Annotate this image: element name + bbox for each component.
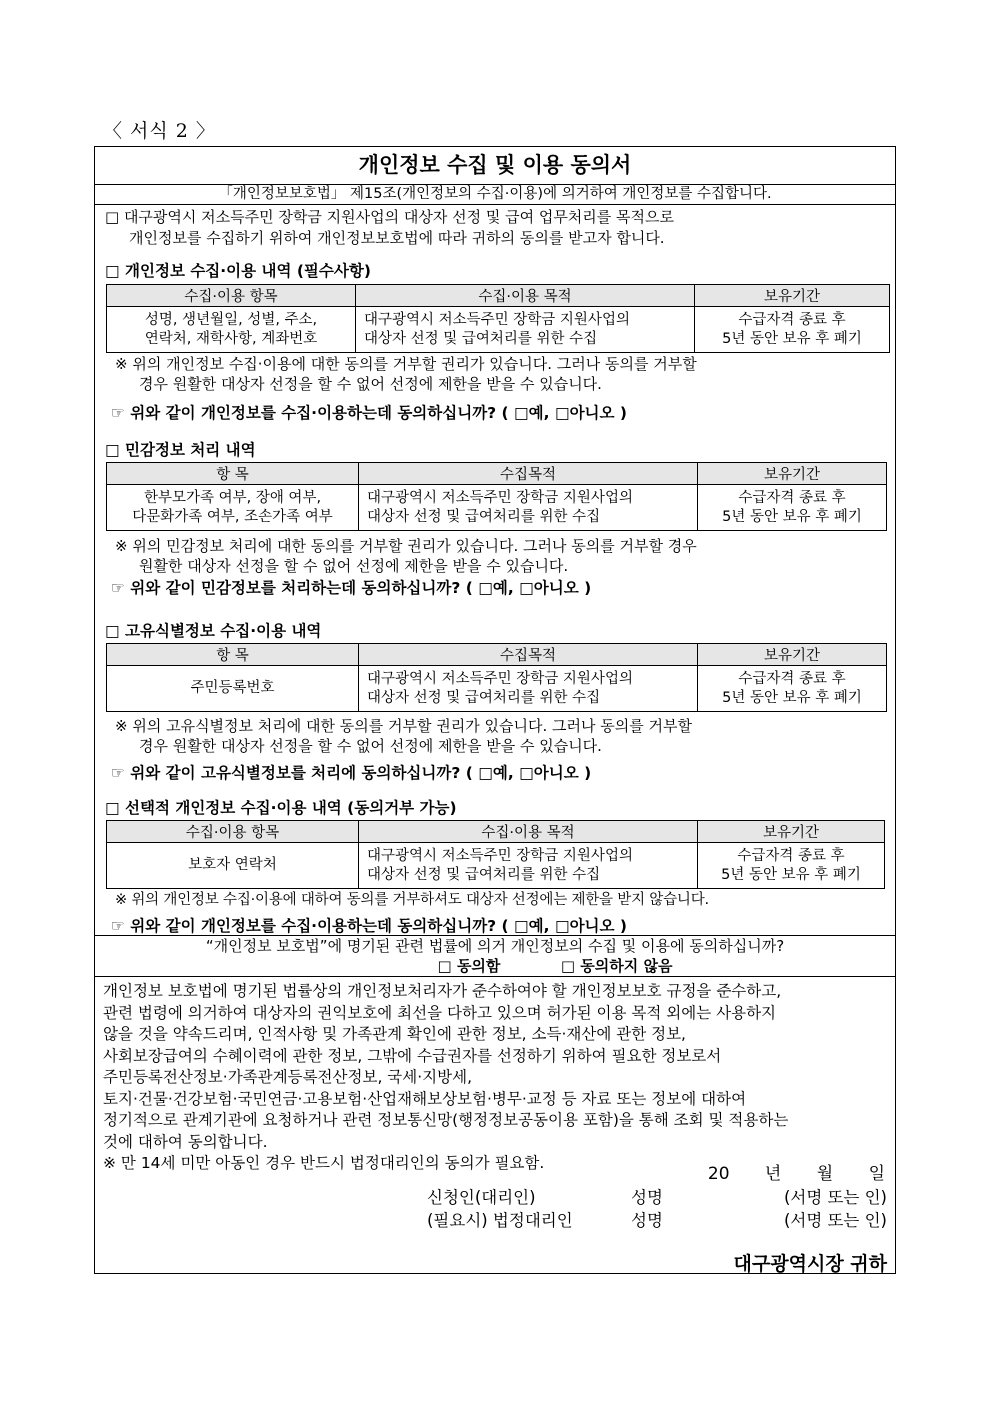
consent-form	[94, 146, 896, 1274]
cell-line: 대상자 선정 및 급여처리를 위한 수집	[367, 866, 601, 883]
agreement-line: 주민등록전산정보·가족관계등록전산정보, 국세·지방세,	[103, 1068, 473, 1086]
column-header: 수집·이용 항목	[107, 285, 356, 307]
signature-date[interactable]: 20 년 월 일	[707, 1164, 885, 1184]
refusal-notice	[115, 354, 887, 394]
column-header: 항 목	[107, 644, 359, 666]
applicant-name-label: 성명	[631, 1188, 663, 1207]
consent-question-optional[interactable]: ☞ 위와 같이 개인정보를 수집·이용하는데 동의하십니까? ( □예, □아니오 )	[111, 917, 627, 935]
cell-line: 다문화가족 여부, 조손가족 여부	[132, 508, 333, 525]
column-header: 수집목적	[359, 644, 698, 666]
section-heading-optional: □ 선택적 개인정보 수집·이용 내역 (동의거부 가능)	[105, 799, 457, 817]
cell-line: 5년 동안 보유 후 폐기	[721, 866, 861, 883]
section-heading-sensitive: □ 민감정보 처리 내역	[105, 441, 256, 459]
overall-consent	[95, 935, 895, 977]
optional-info-table	[106, 820, 885, 889]
guardian-sign-field[interactable]: (서명 또는 인)	[783, 1211, 887, 1230]
refusal-notice	[115, 536, 887, 576]
cell-line: 5년 동안 보유 후 폐기	[722, 689, 862, 706]
note-line: ※ 위의 고유식별정보 처리에 대한 동의를 거부할 권리가 있습니다. 그러나 동의를 거부할	[115, 717, 692, 735]
collected-items: 주민등록번호	[107, 666, 359, 712]
retention-period	[698, 485, 887, 531]
column-header: 보유기간	[698, 821, 885, 843]
note-line: 원활한 대상자 선정을 할 수 없어 선정에 제한을 받을 수 있습니다.	[139, 557, 569, 575]
retention-period	[698, 666, 887, 712]
collection-purpose	[359, 666, 698, 712]
column-header: 수집·이용 목적	[359, 821, 698, 843]
column-header: 수집목적	[359, 463, 698, 485]
cell-line: 수급자격 종료 후	[737, 847, 845, 864]
cell-line: 대상자 선정 및 급여처리를 위한 수집	[364, 330, 598, 347]
intro-line: 개인정보를 수집하기 위하여 개인정보보호법에 따라 귀하의 동의를 받고자 합니다.	[129, 229, 665, 247]
cell-line: 성명, 생년월일, 성별, 주소,	[144, 311, 318, 328]
overall-options	[95, 956, 895, 976]
cell-line: 대구광역시 저소득주민 장학금 지원사업의	[364, 311, 630, 328]
cell-line: 5년 동안 보유 후 폐기	[722, 330, 862, 347]
cell-line: 연락처, 재학사항, 계좌번호	[144, 330, 318, 347]
agreement-line: 정기적으로 관계기관에 요청하거나 관련 정보통신망(행정정보공동이용 포함)을 통해 조회 및 적용하는	[103, 1111, 789, 1129]
cell-line: 수급자격 종료 후	[738, 489, 846, 506]
refusal-notice	[115, 716, 887, 756]
note-line: ※ 위의 민감정보 처리에 대한 동의를 거부할 권리가 있습니다. 그러나 동의를 거부할 경우	[115, 537, 697, 555]
table-row	[107, 666, 887, 712]
collection-purpose	[359, 485, 698, 531]
table-row	[107, 307, 890, 353]
cell-line: 수급자격 종료 후	[738, 311, 846, 328]
agree-checkbox[interactable]: □ 동의함	[437, 957, 501, 975]
consent-question-sensitive[interactable]: ☞ 위와 같이 민감정보를 처리하는데 동의하십니까? ( □예, □아니오 )	[111, 579, 592, 597]
column-header: 수집·이용 목적	[356, 285, 695, 307]
note-line: ※ 위의 개인정보 수집·이용에 대하여 동의를 거부하셔도 대상자 선정에는 제한을 받지 않습니다.	[115, 892, 709, 908]
agreement-text	[103, 981, 885, 1175]
agreement-line: 개인정보 보호법에 명기된 법률상의 개인정보처리자가 준수하여야 할 개인정보보호 규정을 준수하고,	[103, 982, 782, 1000]
collected-items	[107, 485, 359, 531]
consent-question-required[interactable]: ☞ 위와 같이 개인정보를 수집·이용하는데 동의하십니까? ( □예, □아니오 )	[111, 404, 627, 422]
consent-question-unique-id[interactable]: ☞ 위와 같이 고유식별정보를 처리에 동의하십니까? ( □예, □아니오 )	[111, 764, 592, 782]
collected-items: 보호자 연락처	[107, 843, 359, 889]
section-heading-required: □ 개인정보 수집·이용 내역 (필수사항)	[105, 262, 371, 280]
cell-line: 대상자 선정 및 급여처리를 위한 수집	[367, 508, 601, 525]
retention-period	[698, 843, 885, 889]
column-header: 항 목	[107, 463, 359, 485]
guardian-label: (필요시) 법정대리인	[427, 1211, 573, 1230]
form-number-label: 〈 서식 2 〉	[103, 120, 216, 142]
applicant-label: 신청인(대리인)	[427, 1188, 536, 1207]
column-header: 보유기간	[698, 644, 887, 666]
cell-line: 수급자격 종료 후	[738, 670, 846, 687]
guardian-name-label: 성명	[631, 1211, 663, 1230]
column-header: 보유기간	[698, 463, 887, 485]
cell-line: 5년 동안 보유 후 폐기	[722, 508, 862, 525]
note-line: ※ 위의 개인정보 수집·이용에 대한 동의를 거부할 권리가 있습니다. 그러나 동의를 거부할	[115, 355, 697, 373]
unique-id-info-table	[106, 643, 887, 712]
cell-line: 대상자 선정 및 급여처리를 위한 수집	[367, 689, 601, 706]
table-row	[107, 485, 887, 531]
intro-line: □ 대구광역시 저소득주민 장학금 지원사업의 대상자 선정 및 급여 업무처리를 목적으로	[105, 208, 675, 226]
table-row	[107, 843, 885, 889]
agreement-line: ※ 만 14세 미만 아동인 경우 반드시 법정대리인의 동의가 필요함.	[103, 1154, 545, 1172]
recipient: 대구광역시장 귀하	[733, 1253, 887, 1275]
cell-line: 대구광역시 저소득주민 장학금 지원사업의	[367, 489, 633, 506]
overall-question: “개인정보 보호법”에 명기된 관련 법률에 의거 개인정보의 수집 및 이용에 동의하십니까?	[205, 937, 785, 955]
form-title: 개인정보 수집 및 이용 동의서	[95, 147, 895, 185]
cell-line: 한부모가족 여부, 장애 여부,	[143, 489, 322, 506]
note-line: 경우 원활한 대상자 선정을 할 수 없어 선정에 제한을 받을 수 있습니다.	[139, 737, 602, 755]
agreement-line: 토지·건물·건강보험·국민연금·고용보험·산업재해보상보험·병무·교정 등 자료 또는 정보에 대하여	[103, 1089, 747, 1108]
collection-purpose	[359, 843, 698, 889]
agreement-line: 않을 것을 약속드리며, 인적사항 및 가족관계 확인에 관한 정보, 소득·재산에 관한 정보,	[103, 1025, 686, 1043]
note-line: 경우 원활한 대상자 선정을 할 수 없어 선정에 제한을 받을 수 있습니다.	[139, 375, 602, 393]
agreement-line: 것에 대하여 동의합니다.	[103, 1132, 268, 1151]
agreement-line: 사회보장급여의 수혜이력에 관한 정보, 그밖에 수급권자를 선정하기 위하여 필요한 정보로서	[103, 1046, 722, 1065]
sensitive-info-table	[106, 462, 887, 531]
refusal-notice	[115, 890, 887, 910]
cell-line: 대구광역시 저소득주민 장학금 지원사업의	[367, 670, 633, 687]
agreement-line: 관련 법령에 의거하여 대상자의 권익보호에 최선을 다하고 있으며 허가된 이용 목적 외에는 사용하지	[103, 1003, 777, 1022]
required-info-table	[106, 284, 890, 353]
collected-items	[107, 307, 356, 353]
cell-line: 대구광역시 저소득주민 장학금 지원사업의	[367, 847, 633, 864]
section-heading-unique-id: □ 고유식별정보 수집·이용 내역	[105, 622, 322, 640]
disagree-checkbox[interactable]: □ 동의하지 않음	[560, 957, 673, 975]
collection-purpose	[356, 307, 695, 353]
intro-text	[105, 207, 887, 249]
column-header: 보유기간	[695, 285, 890, 307]
retention-period	[695, 307, 890, 353]
column-header: 수집·이용 항목	[107, 821, 359, 843]
legal-basis: 「개인정보보호법」 제15조(개인정보의 수집·이용)에 의거하여 개인정보를 수집합니다.	[95, 184, 895, 205]
applicant-sign-field[interactable]: (서명 또는 인)	[783, 1188, 887, 1207]
